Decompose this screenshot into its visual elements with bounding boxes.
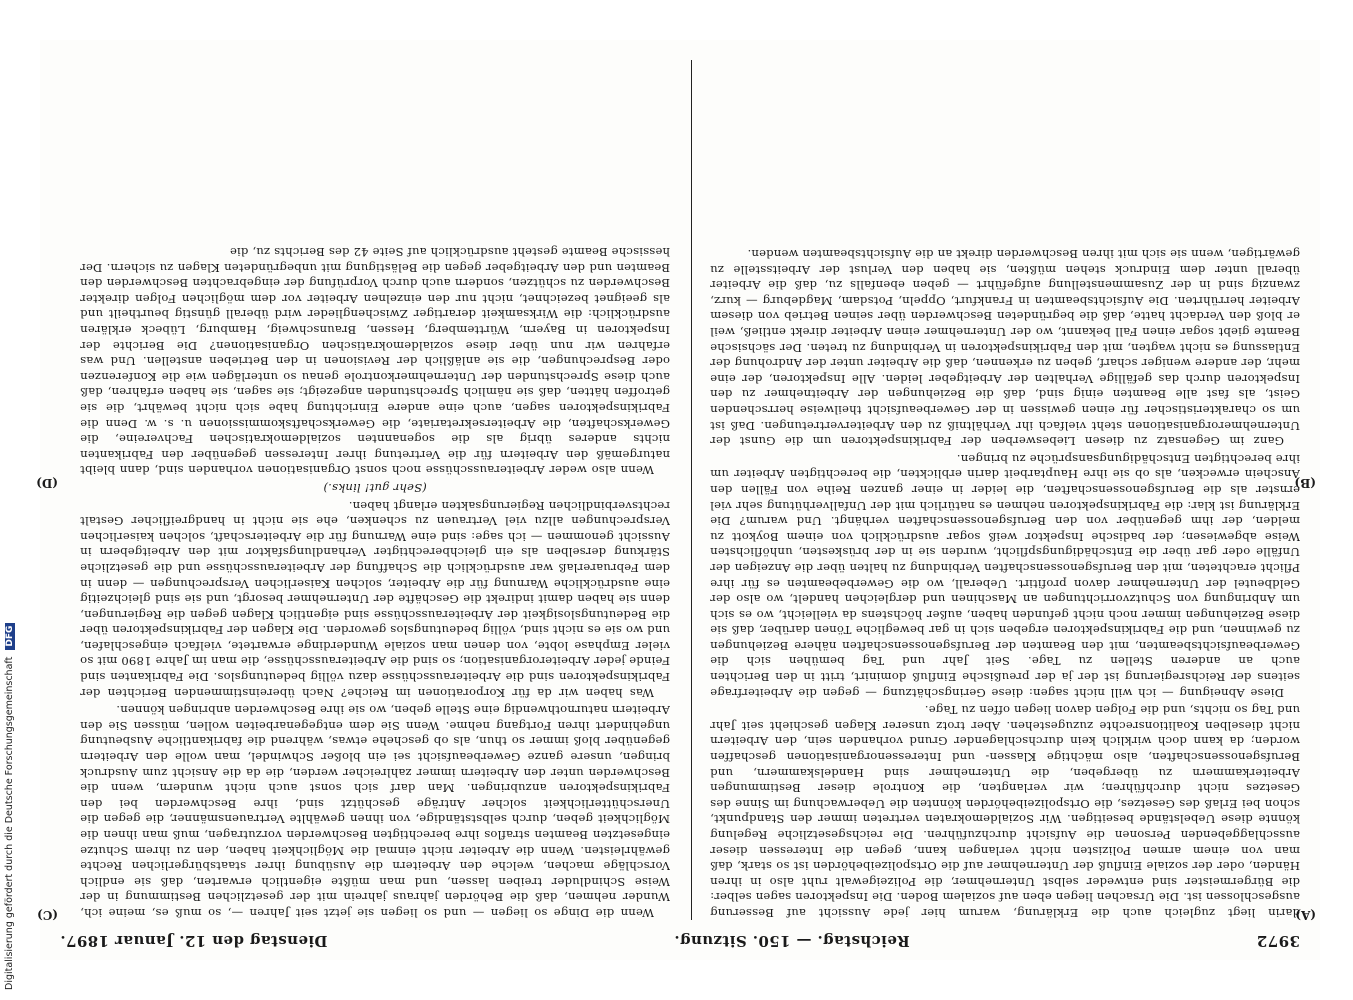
margin-marker-a: (A): [1295, 908, 1316, 922]
dfg-logo: DFG: [5, 623, 15, 650]
scanned-page: [36, 40, 1320, 960]
margin-marker-c: (C): [37, 908, 58, 922]
column-divider: [691, 60, 692, 920]
paragraph: Ganz im Gegensatz zu diesen Liebeswerben der Fabrikinspektoren um die Gunst der Unternehmerorganisationen steht vielfach ihr Verhältniß zu den Arbeitervertretungen. Daß ist um so charakteristischer für einen gewissen in der Gewerbeaufsicht theilweise herrschenden Geist, als fast alle Beamten einig sind, daß die Beziehungen der Arbeitnehmer zu den Inspektoren durch das gefällige Verhalten der Arbeitgeber leiden. Alle Inspektoren, der eine mehr, der andere weniger scharf, geben zu erkennen, daß die Arbeiter unter der Androhung der Entlassung es nicht wagten, mit den Fabrikinspektoren in Verbindung zu treten. Der sächsische Beamte giebt sogar einen Fall bekannt, wo der Unternehmer einen Arbeiter direkt entließ, weil er bloß den Verdacht hatte, daß die begründeten Beschwerden über seinen Betrieb von diesem Arbeiter herrührten. Die Aufsichtsbeamten in Frankfurt, Oppeln, Potsdam, Magdeburg — kurz, zwanzig sind in der Zusammenstellung aufgeführt — geben ebenfalls zu, daß die Arbeiter überall unter dem Eindruck stehen müßten, sie haben den Verlust der Arbeitsstelle zu gewärtigen, wenn sie sich mit ihren Beschwerden direkt an die Aufsichtsbeamten wenden.: [710, 247, 1300, 449]
paragraph: Wenn die Dinge so liegen — und so liegen sie jetzt seit Jahren —, so muß es, meine ich, Wunder nehmen, daß die Behörden jahraus jahrein mit der gesetzlichen Bestimmung in der Weise Schindluder treiben lassen, und man müßte eigentlich erwarten, daß sie endlich Vorschläge machen, welche den Arbeitern die Ausübung ihrer staatsbürgerlichen Rechte gewährleisten. Wenn die Arbeiter nicht einmal die Möglichkeit haben, den zu ihrem Schutze eingesetzten Beamten straflos ihre berechtigten Beschwerden vorzutragen, muß man ihnen die Möglichkeit geben, durch selbstständige, von ihnen gewählte Vertrauensmänner, die gegen die Unerschütterlichkeit solcher Anträge geschützt sind, ihre Beschwerden bei den Fabrikinspektoren anzubringen. Man darf sich sonst auch nicht wundern, wenn die Beschwerden unter den Arbeitern immer zahlreicher werden, die da die Ansicht zum Ausdruck bringen, unsere ganze Gewerbeaufsicht sei ein bloßer Schwindel, man wolle den Arbeitern gegenüber bloß immer so thun, als ob geschehe etwas, während die fabrikantliche Ausbeutung ungehindert ihren Fortgang nehme. Wenn Sie dem entgegenarbeiten wollen, müssen Sie den Arbeitern naturnothwendig eine Stelle geben, wo sie ihre Beschwerden anbringen können.: [80, 703, 670, 920]
interjection: (Sehr gut! links.): [323, 480, 427, 495]
funding-note: [4, 623, 15, 990]
page-header: [60, 930, 1300, 952]
left-column: [710, 60, 1300, 920]
funding-sidebar: [0, 0, 24, 1000]
funding-note-text: Digitalisierung gefördert durch die Deutsche Forschungsgemeinschaft: [4, 656, 15, 990]
paragraph: Wenn also weder Arbeiterausschüsse noch sonst Organisationen vorhanden sind, dann bleibt naturgemäß den Arbeitern für die Vertretung ihrer Interessen gegenüber den Fabrikanten nichts anderes übrig als die sogenannten sozialdemokratischen Fachvereine, die Gewerkschaften, die Arbeitersekretariate, die Gewerkschaftskommissionen u. s. w. Denn die Fabrikinspektoren sagen, auch eine andere Einrichtung habe sich nicht bewährt, die sie getroffen hätten, daß sie nämlich Sprechstunden angezeigt; sie sagen, sie haben erfahren, daß auch diese Sprechstunden der Unternehmerkontrole genau so unterlägen wie die Konferenzen oder Besprechungen, die sie anläßlich der Revisionen in den Betrieben anstellen. Und was erfahren wir nun über diese sozialdemokratischen Organisationen? Die Berichte der Inspektoren in Bayern, Württemberg, Hessen, Braunschweig, Hamburg, Lübeck erklären ausdrücklich: die Wirksamkeit derartiger Zwischenglieder wird überall günstig beurtheilt und als geeignet bezeichnet, nicht nur den einzelnen Arbeiter vor dem möglichen Folgen direkter Beschwerden zu schützen, sondern auch durch Vorprüfung der eingebrachten Beschwerden den Beamten und den Arbeitgeber gegen die Belästigung mit unbegründeten Klagen zu sichern. Der hessische Beamte gesteht ausdrücklich auf Seite 42 des Berichts zu, die: [80, 245, 670, 478]
paragraph: Diese Abneigung — ich will nicht sagen: diese Geringschätzung — gegen die Arbeiterfrage seitens der Reichsregierung ist der ja der preußische Einfluß dominirt, tritt in den Berichten auch an anderen Stellen zu Tage. Seit Jahr und Tag bemühen sich die Gewerbeaufsichtsbeamten, mit den Beamten der Berufsgenossenschaften nähere Beziehungen zu gewinnen, und die Fabrikinspektoren ergeben sich in gar bewegliche Tönen darüber, daß sie diese Beziehungen immer noch nicht gefunden haben, außer höchstens da vielleicht, wo es sich um Anbringung von Schutzvorrichtungen an Maschinen und dergleichen handelt, wo also der Geldbeutel der Unternehmer davon profitirt. Ueberall, wo die Gewerbebeamten es für ihre Pflicht erachteten, mit den Berufsgenossenschaften Verbindung zu halten über die Anzeigen der Unfälle oder gar über die Entschädigungspflicht, wurden sie in der brüskesten, unhöflichsten Weise abgewiesen; der badische Inspektor weiß sogar ausdrücklich von einem Boykott zu melden, der ihm gegenüber von den Berufsgenossenschaften verhängt. Und warum? Die Erklärung ist klar: die Fabrikinspektoren nehmen es natürlich mit der Unfallverhütung sehr viel ernster als die Berufsgenossenschaften, die leider in einer ganzen Reihe von Fällen den Anschein erwecken, als ob sie ihre Hauptarbeit darin erblickten, die berechtigten Arbeiter um ihre berechtigten Entschädigungsansprüche zu bringen.: [710, 451, 1300, 700]
paragraph: darin liegt zugleich auch die Erklärung, warum hier jede Aussicht auf Besserung ausgeschlossen ist. Die Ursachen liegen eben auf sozialem Boden. Die Inspektoren sagen selber: die Bürgermeister sind entweder selbst Unternehmer, die Polizeigewalt ruht also in ihren Händen, oder der soziale Einfluß der Unternehmer auf die Ortspolizeibehörden ist so stark, daß man von einem armen Polizisten nicht verlangen kann, gegen die Interessen dieser ausschlaggebenden Personen die Aufsicht durchzuführen. Die reichsgesetzliche Regelung könnte diese Uebelstände beseitigen. Wir Sozialdemokraten vertreten immer den Standpunkt, schon bei Erlaß des Gesetzes, die Ortspolizeibehörden könnten die Ueberwachung im Sinne des Gesetzes nicht durchführen; wir verlangten, die Kontrole dieser Bestimmungen Arbeiterkammern zu übergeben, die Unternehmer sind Handelskammern, und Berufsgenossenschaften, also mächtige Klassen- und Interessenorganisationen geschaffen worden; da kann doch wirklich kein durchschlagender Grund vorhanden sein, den Arbeitern nicht dieselben Koalitionsrechte zuzugestehen. Aber trotz unserer Klagen geschieht seit Jahr und Tag so nichts, und die Folgen davon liegen offen zu Tage.: [710, 703, 1300, 920]
margin-marker-d: (D): [36, 476, 58, 490]
page-title: Reichstag. — 150. Sitzung.: [674, 932, 910, 950]
page-date: Dienstag den 12. Januar 1897.: [60, 932, 328, 950]
paragraph: Was haben wir da für Korporationen im Reiche? Nach übereinstimmenden Berichten der Fabrikinspektoren sind die Arbeiterausschüsse dazu völlig bedeutungslos. Die Fabrikanten sind Feinde jeder Arbeiterorganisation; so sind die Arbeiterausschüsse, die man im Jahre 1890 mit so vieler Emphase lobte, von denen man soziale Wunderdinge erwartete, vielfach eingeschlafen, und wo sie es nicht sind, völlig bedeutungslos geworden. Die Klagen der Fabrikinspektoren über die Bedeutungslosigkeit der Arbeiterausschüsse sind eigentlich Klagen gegen die Regierungen, denn sie haben damit indirekt die Geschäfte der Unternehmer besorgt, und sie sind gleichzeitig eine ausdrückliche Warnung für die Arbeiter, solchen Kaiserlichen Versprechungen — denn in dem Februarerlaß war ausdrücklich die Schaffung der Arbeiterausschüsse und die gesetzliche Stärkung derselben als ein gleichberechtigter Verhandlungsfaktor mit den Arbeitgebern in Aussicht genommen — ich sage: sind eine Warnung für die Arbeiterschaft, solchen kaiserlichen Versprechungen allzu viel Vertrauen zu schenken, ehe sie nicht in handgreiflicher Gestalt rechtsverbindlichen Regierungsakten erlangt haben.: [80, 498, 670, 700]
rotated-page-content: [36, 40, 1320, 960]
page-number: 3972: [1256, 932, 1300, 950]
right-column: [80, 60, 670, 920]
margin-marker-b: (B): [1294, 476, 1316, 490]
